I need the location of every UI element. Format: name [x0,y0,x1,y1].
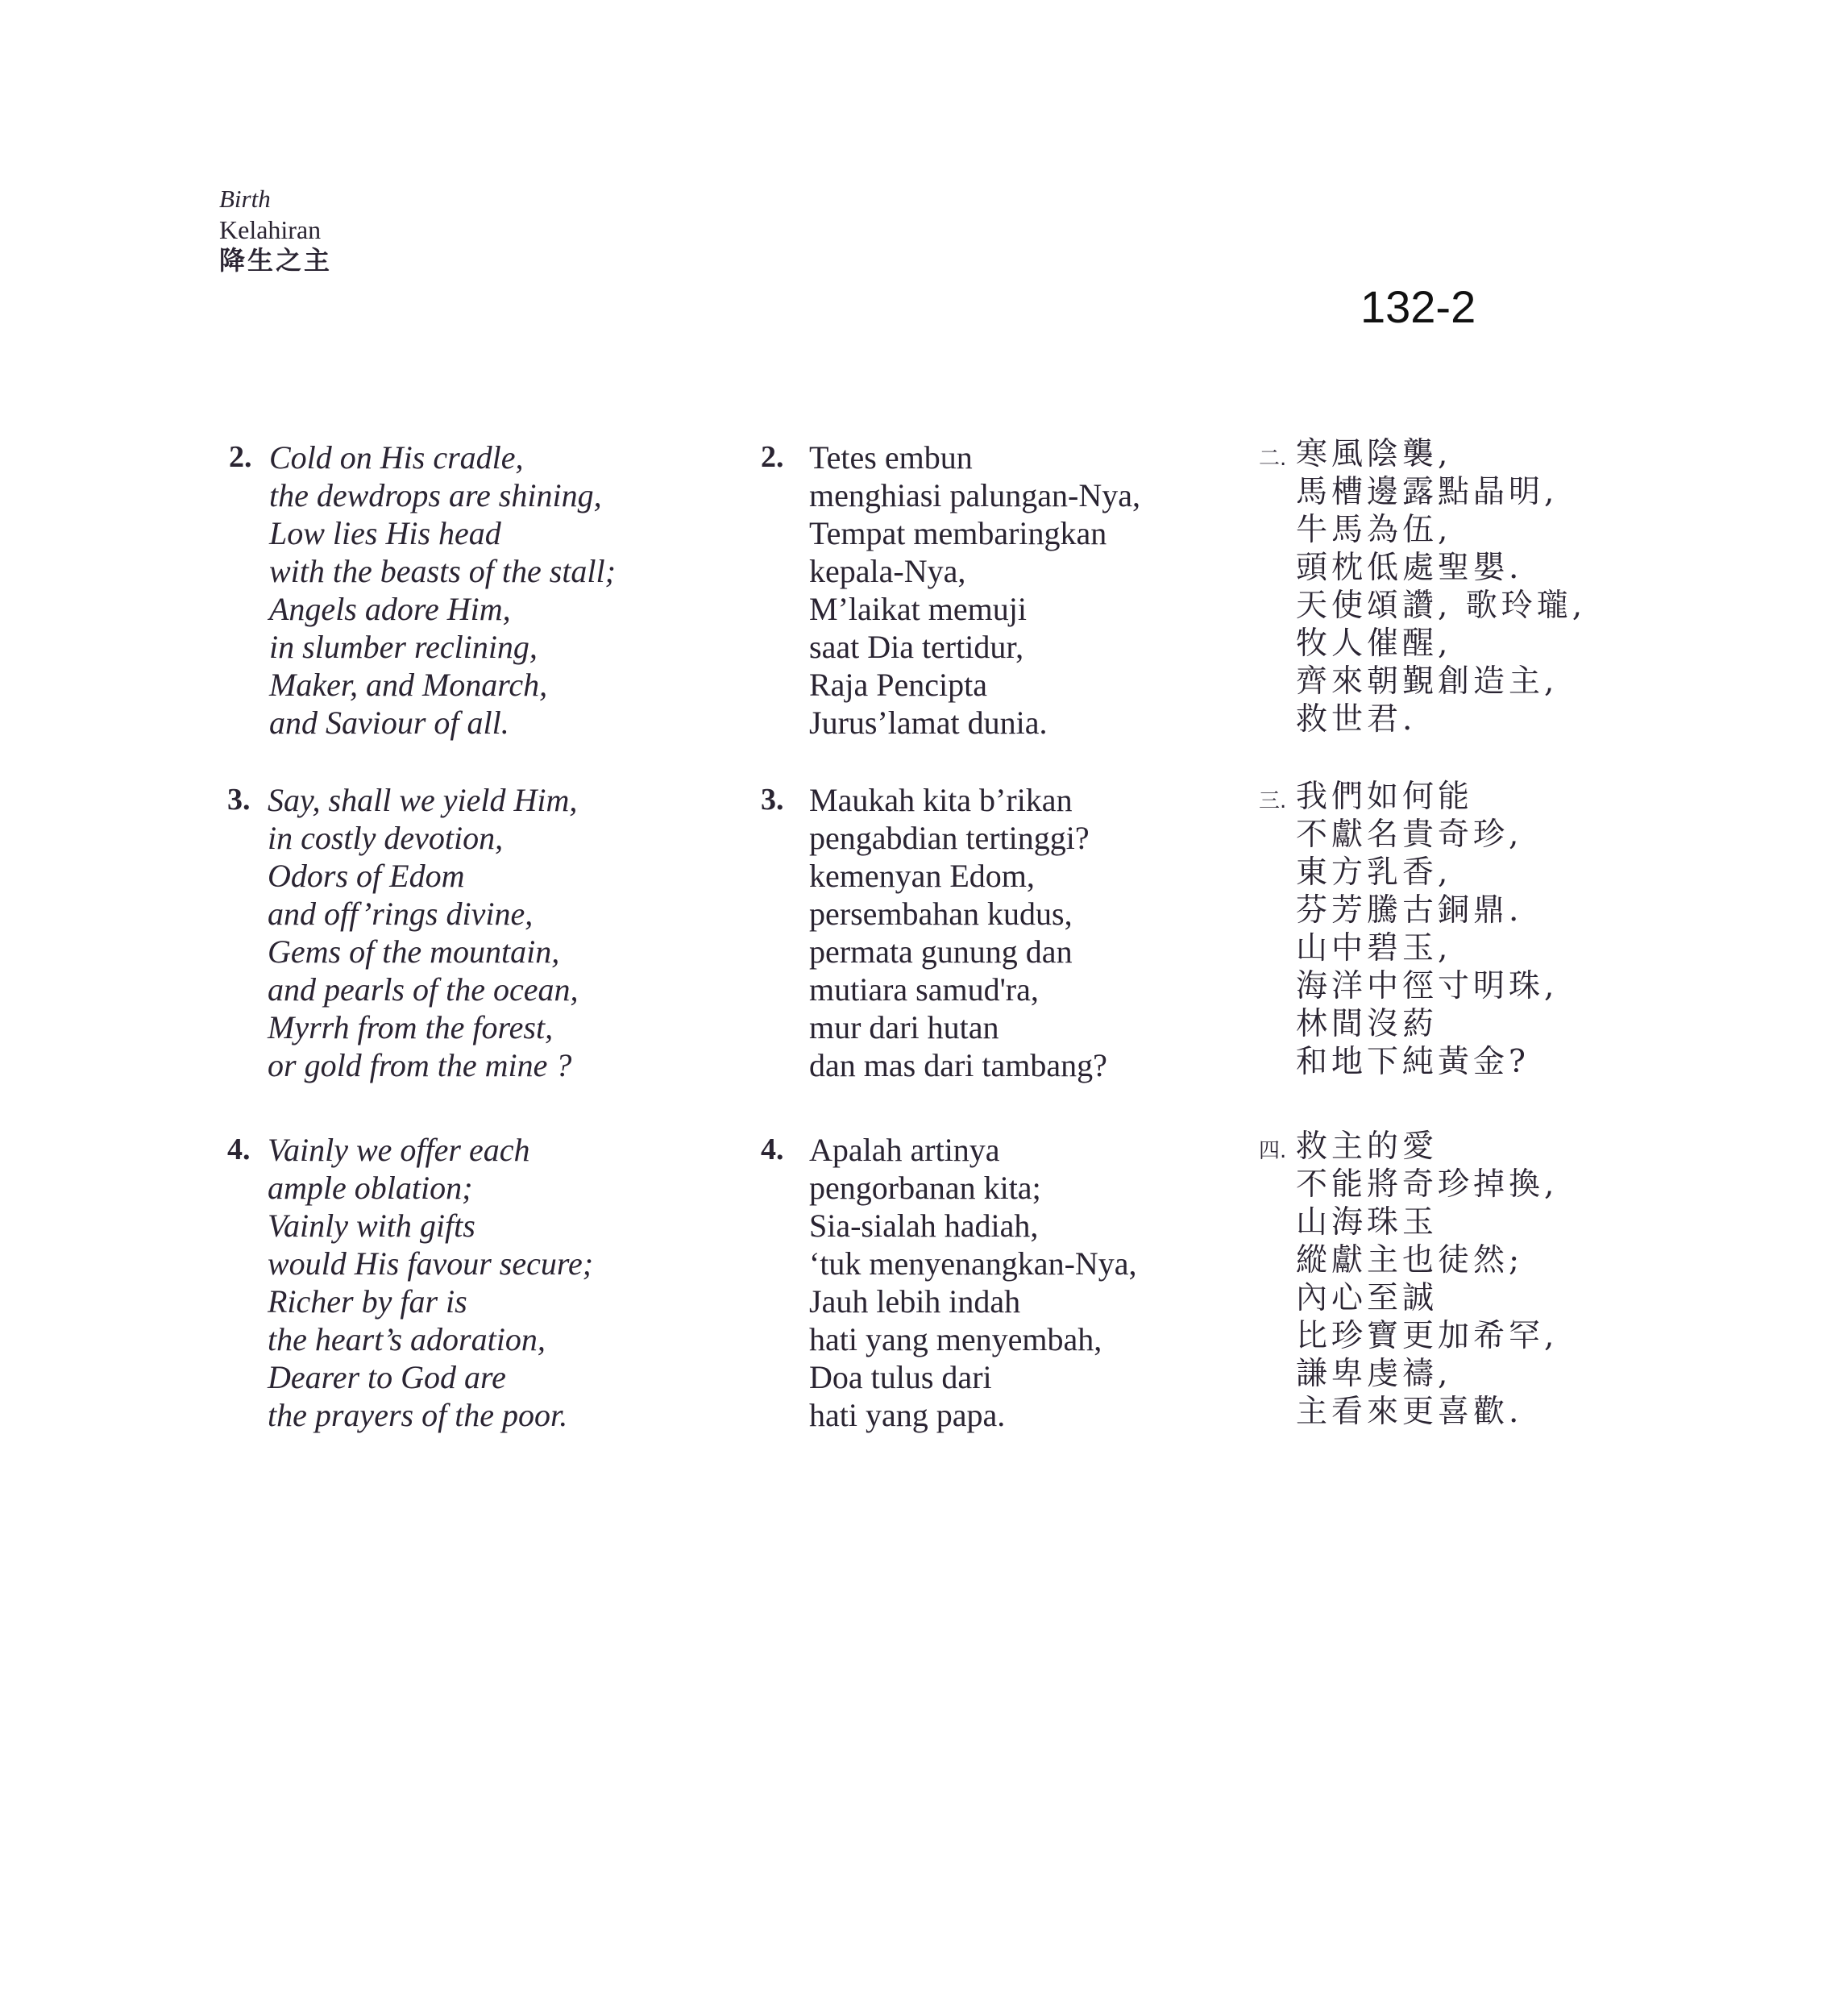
verse-2-english [229,439,616,742]
verse-line: Myrrh from the forest, [268,1009,554,1045]
verse-line: 和地下純黃金? [1296,1044,1530,1080]
verse-line: 內心至誠 [1296,1280,1439,1316]
verse-line: 林間沒葯 [1296,1006,1439,1042]
verse-line: Vainly we offer each [268,1132,530,1168]
verse-number: 3. [761,783,784,817]
verse-4-indonesian [761,1131,1137,1434]
verse-line: Maker, and Monarch, [269,667,548,703]
verse-3-indonesian [761,781,1107,1084]
verse-line: saat Dia tertidur, [809,629,1024,665]
verse-line: 縱獻主也徒然; [1296,1242,1524,1278]
verse-line: Vainly with gifts [268,1208,475,1244]
verse-line: 不獻名貴奇珍, [1296,817,1523,853]
verse-line: pengabdian tertinggi? [809,820,1090,856]
verse-line: 牛馬為伍, [1296,512,1452,548]
verse-line: hati yang papa. [809,1397,1006,1433]
verse-line: or gold from the mine ? [268,1047,572,1083]
verse-line: Maukah kita b’rikan [809,782,1073,818]
verse-line: 天使頌讚, 歌玲瓏, [1296,588,1587,624]
category-english: Birth [219,185,271,213]
verse-line: ample oblation; [268,1170,473,1206]
verse-lines [268,1131,593,1434]
verse-lines [809,781,1107,1084]
verse-lines [809,439,1140,742]
verse-line: 寒風陰襲, [1296,436,1452,472]
verse-lines [269,439,616,742]
verse-number: 2. [761,440,784,474]
verse-line: Cold on His cradle, [269,439,524,476]
verse-line: mur dari hutan [809,1009,999,1045]
verse-line: Dearer to God are [268,1359,506,1395]
verse-line: 齊來朝覲創造主, [1296,663,1559,700]
verse-line: the heart’s adoration, [268,1321,546,1357]
verse-number: 四. [1259,1139,1287,1163]
verse-4-chinese [1259,1128,1558,1431]
verse-line: 山海珠玉 [1296,1204,1439,1241]
verse-line: 頭枕低處聖嬰. [1296,550,1523,586]
verse-line: 東方乳香, [1296,854,1452,891]
verse-line: Sia-sialah hadiah, [809,1208,1039,1244]
verse-number: 4. [227,1133,251,1166]
verse-line: Tetes embun [809,439,973,476]
verse-line: 救主的愛 [1296,1129,1439,1165]
verse-line: 主看來更喜歡. [1296,1394,1523,1430]
verse-line: 馬槽邊露點晶明, [1296,474,1559,510]
verse-2-chinese [1259,435,1586,738]
verse-line: Low lies His head [269,515,501,551]
verse-line: Jurus’lamat dunia. [809,705,1048,741]
verse-number: 二. [1259,447,1287,471]
verse-line: menghiasi palungan-Nya, [809,477,1140,513]
verse-line: 牧人催醒, [1296,626,1452,662]
verse-line: Angels adore Him, [269,591,511,627]
verse-line: Richer by far is [268,1283,467,1320]
verse-line: Tempat membaringkan [809,515,1107,551]
verse-line: permata gunung dan [809,933,1073,970]
verse-2-indonesian [761,439,1140,742]
category-header [219,184,332,276]
verse-lines [268,781,579,1084]
verse-number: 2. [229,440,252,474]
verse-line: 不能將奇珍掉換, [1296,1166,1559,1203]
verse-line: kepala-Nya, [809,553,966,589]
verse-line: 芬芳騰古銅鼎. [1296,892,1523,929]
verse-line: Apalah artinya [809,1132,1000,1168]
verse-lines [1296,1128,1558,1431]
verse-lines [809,1131,1137,1434]
verse-number: 三. [1259,789,1287,813]
category-chinese: 降生之主 [219,245,333,276]
verse-line: hati yang menyembah, [809,1321,1102,1357]
verse-line: and off’rings divine, [268,896,534,932]
verse-line: 海洋中徑寸明珠, [1296,968,1559,1004]
verse-line: with the beasts of the stall; [269,553,616,589]
verse-line: 救世君. [1296,701,1417,738]
verse-line: 謙卑虔禱, [1296,1356,1452,1392]
verse-line: the dewdrops are shining, [269,477,602,513]
verse-line: in slumber reclining, [269,629,538,665]
verse-line: ‘tuk menyenangkan-Nya, [809,1245,1137,1282]
verse-line: Odors of Edom [268,858,465,894]
verse-lines [1296,778,1558,1081]
verse-line: 我們如何能 [1296,779,1474,815]
verse-line: Jauh lebih indah [809,1283,1021,1320]
verse-line: dan mas dari tambang? [809,1047,1107,1083]
verse-lines [1296,435,1586,738]
verse-line: in costly devotion, [268,820,504,856]
hymn-number: 132-2 [1360,281,1476,332]
verse-3-chinese [1259,778,1558,1081]
verse-line: pengorbanan kita; [809,1170,1041,1206]
verse-line: M’laikat memuji [809,591,1027,627]
verse-line: Gems of the mountain, [268,933,560,970]
verse-line: would His favour secure; [268,1245,594,1282]
verse-line: 比珍寶更加希罕, [1296,1318,1559,1354]
verse-line: mutiara samud'ra, [809,971,1039,1008]
verse-number: 4. [761,1133,784,1166]
verse-number: 3. [227,783,251,817]
verse-line: 山中碧玉, [1296,930,1452,966]
verse-line: persembahan kudus, [809,896,1073,932]
verse-line: and Saviour of all. [269,705,509,741]
verse-line: Raja Pencipta [809,667,988,703]
verse-line: Doa tulus dari [809,1359,992,1395]
category-indonesian: Kelahiran [219,215,322,244]
verse-line: Say, shall we yield Him, [268,782,578,818]
verse-line: the prayers of the poor. [268,1397,568,1433]
verse-3-english [227,781,579,1084]
verse-4-english [227,1131,593,1434]
verse-line: and pearls of the ocean, [268,971,579,1008]
verse-line: kemenyan Edom, [809,858,1035,894]
